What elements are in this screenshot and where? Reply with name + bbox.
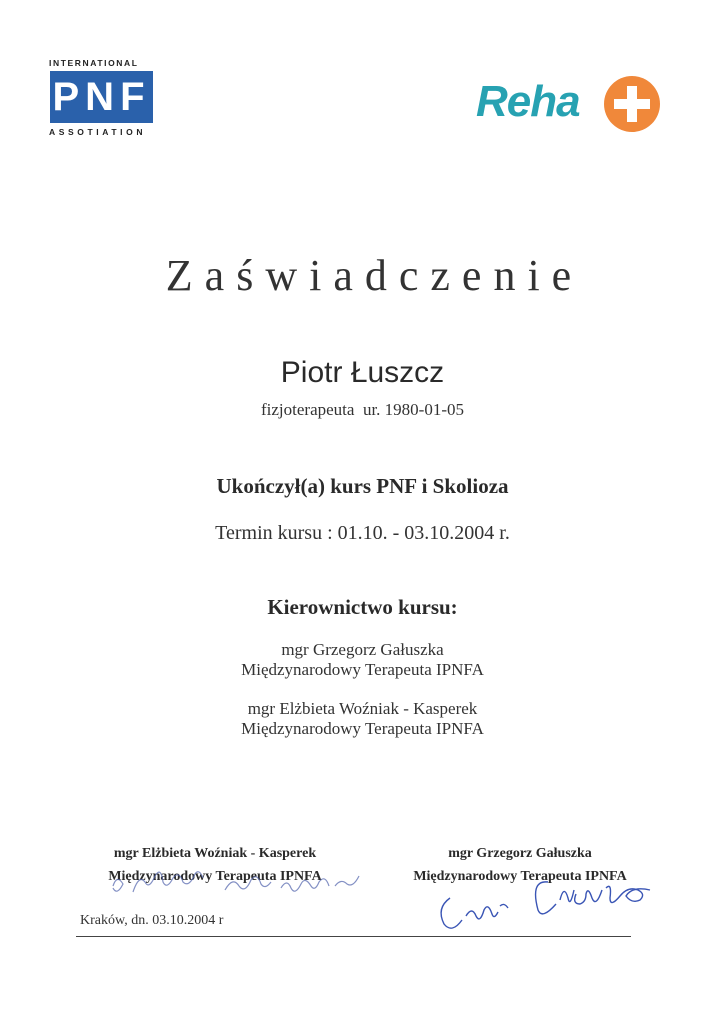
course-completed: Ukończył(a) kurs PNF i Skolioza [216, 474, 509, 498]
leader-title: Międzynarodowy Terapeuta IPNFA [241, 719, 484, 738]
recipient-profession: fizjoterapeuta ur. 1980-01-05 [261, 400, 464, 419]
plus-icon [604, 76, 660, 132]
leader-title: Międzynarodowy Terapeuta IPNFA [241, 660, 484, 679]
signature-left-title: Międzynarodowy Terapeuta IPNFA [108, 869, 322, 884]
certificate-title: Zaświadczenie [165, 251, 584, 300]
pnf-logo-bottom-text: ASSOTIATION [49, 127, 147, 137]
signature-right-name: mgr Grzegorz Gałuszka [448, 846, 592, 861]
reha-logo-text: Reha [476, 77, 580, 126]
signature-right-title: Międzynarodowy Terapeuta IPNFA [413, 869, 627, 884]
recipient-name: Piotr Łuszcz [280, 356, 445, 389]
footer-divider [76, 936, 631, 937]
pnf-logo-main-text: PNF [50, 71, 153, 123]
leader-name: mgr Grzegorz Gałuszka [281, 640, 444, 659]
handwritten-signature-right [430, 858, 660, 938]
course-term: Termin kursu : 01.10. - 03.10.2004 r. [215, 522, 510, 544]
place-and-date: Kraków, dn. 03.10.2004 r [80, 913, 224, 928]
leadership-heading: Kierownictwo kursu: [267, 595, 458, 619]
pnf-logo-top-text: INTERNATIONAL [49, 58, 139, 68]
pnf-logo [49, 58, 157, 140]
handwritten-signature-left [105, 864, 370, 904]
leader-name: mgr Elżbieta Woźniak - Kasperek [247, 699, 478, 718]
reha-logo [476, 72, 662, 132]
signature-left-name: mgr Elżbieta Woźniak - Kasperek [113, 846, 317, 861]
